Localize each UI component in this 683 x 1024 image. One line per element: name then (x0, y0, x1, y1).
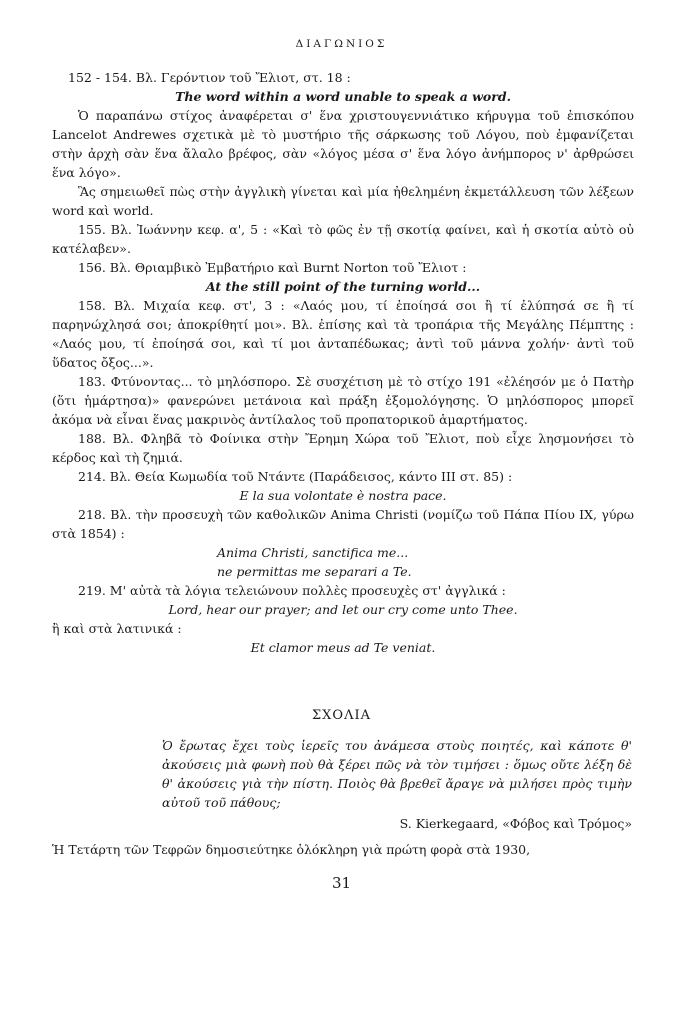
note-218: 218. Βλ. τὴν προσευχὴ τῶν καθολικῶν Anima Christi (νομίζω τοῦ Πάπα Πίου IX, γύρω στὰ 1854) : (52, 507, 634, 541)
scholia-heading: ΣΧΟΛΙΑ (311, 708, 371, 723)
note-152-quote: The word within a word unable to speak a word. (175, 89, 511, 104)
note-156-quote: At the still point of the turning world... (205, 279, 481, 294)
epigraph-attribution: S. Kierkegaard, «Φόβος καὶ Τρόμος» (399, 816, 632, 831)
note-219-quote-2: Et clamor meus ad Te veniat. (250, 640, 436, 655)
note-214-quote: E la sua volontate è nostra pace. (239, 488, 447, 503)
note-219: 219. Μ' αὐτὰ τὰ λόγια τελειώνουν πολλὲς προσευχὲς στ' ἀγγλικά : (78, 583, 506, 598)
note-152: 152 - 154. Βλ. Γερόντιον τοῦ Ἔλιοτ, στ. 18 : (68, 70, 351, 85)
note-152-text2: Ἃς σημειωθεῖ πὼς στὴν ἀγγλικὴ γίνεται καὶ μία ἠθελημένη ἐκμετάλλευση τῶν λέξεων word καὶ world. (52, 184, 634, 218)
note-183: 183. Φτύνοντας... τὸ μηλόσπορο. Σὲ συσχέτιση μὲ τὸ στίχο 191 «ἐλέησόν με ὁ Πατὴρ (ὅτι ἡμάρτησα)» φανερώνει μετάνοια καὶ πράξη ἐξομολόγησης. Ὁ μηλόσπορος μπορεῖ ἀκόμα νὰ εἶναι ἕνας μακρινὸς ἀντίλαλος τοῦ προπατορικοῦ ἁμαρτήματος. (52, 374, 634, 427)
running-header: ΔΙΑΓΩΝΙΟΣ (295, 38, 388, 50)
note-219-quote: Lord, hear our prayer; and let our cry come unto Thee. (168, 602, 518, 617)
epigraph-text: Ὁ ἔρωτας ἔχει τοὺς ἱερεῖς του ἀνάμεσα στοὺς ποιητές, καὶ κάποτε θ' ἀκούσεις μιὰ φωνὴ ποὺ θὰ ξέρει πῶς νὰ τὸν τιμήσει : ὅμως οὔτε λέξη δὲ θ' ἀκούσεις γιὰ τὴν πίστη. Ποιὸς θὰ βρεθεῖ ἄραγε νὰ μιλήσει πρὸς τιμὴν αὐτοῦ τοῦ πάθους; (162, 738, 632, 810)
note-219-text: ἢ καὶ στὰ λατινικά : (52, 621, 182, 636)
page-number: 31 (331, 874, 352, 892)
note-158: 158. Βλ. Μιχαία κεφ. στ', 3 : «Λαός μου, τί ἐποίησά σοι ἢ τί ἐλύπησά σε ἢ τί παρηνώχλησά σοι; ἀποκρίθητί μοι». Βλ. ἐπίσης καὶ τὰ τροπάρια τῆς Μεγάλης Πέμπτης : «Λαός μου, τί ἐποίησά σοι, καὶ τί μοι ἀνταπέδωκας; ἀντὶ τοῦ μάννα χολήν· ἀντὶ τοῦ ὕδατος ὄξος...». (52, 298, 634, 370)
epigraph (162, 736, 632, 812)
note-156: 156. Βλ. Θριαμβικὸ Ἐμβατήριο καὶ Burnt Norton τοῦ Ἔλιοτ : (78, 260, 467, 275)
note-218-quote-1: Anima Christi, sanctifica me... (217, 545, 409, 560)
note-188: 188. Βλ. Φληβᾶ τὸ Φοίνικα στὴν Ἔρημη Χώρα τοῦ Ἔλιοτ, ποὺ εἶχε λησμονήσει τὸ κέρδος καὶ τὴ ζημιά. (52, 431, 634, 465)
notes-section (52, 68, 634, 657)
note-155: 155. Βλ. Ἰωάννην κεφ. α', 5 : «Καὶ τὸ φῶς ἐν τῇ σκοτίᾳ φαίνει, καὶ ἡ σκοτία αὐτὸ οὐ κατέλαβεν». (52, 222, 634, 256)
note-214: 214. Βλ. Θεία Κωμωδία τοῦ Ντάντε (Παράδεισος, κάντο ΙΙΙ στ. 85) : (78, 469, 513, 484)
body-last-line: Ἡ Τετάρτη τῶν Τεφρῶν δημοσιεύτηκε ὁλόκληρη γιὰ πρώτη φορὰ στὰ 1930, (52, 842, 531, 857)
note-152-text: Ὁ παραπάνω στίχος ἀναφέρεται σ' ἕνα χριστουγεννιάτικο κήρυγμα τοῦ ἐπισκόπου Lancelot Andrewes σχετικὰ μὲ τὸ μυστήριο τῆς σάρκωσης τοῦ Λόγου, ποὺ ἐμφανίζεται στὴν ἀρχὴ σὰν ἕνα ἄλαλο βρέφος, σὰν «λόγος μέσα σ' ἕνα λόγο ἀνήμπορος ν' ἀρθρώσει ἕνα λόγο». (52, 108, 634, 180)
note-218-quote-2: ne permittas me separari a Te. (217, 564, 412, 579)
